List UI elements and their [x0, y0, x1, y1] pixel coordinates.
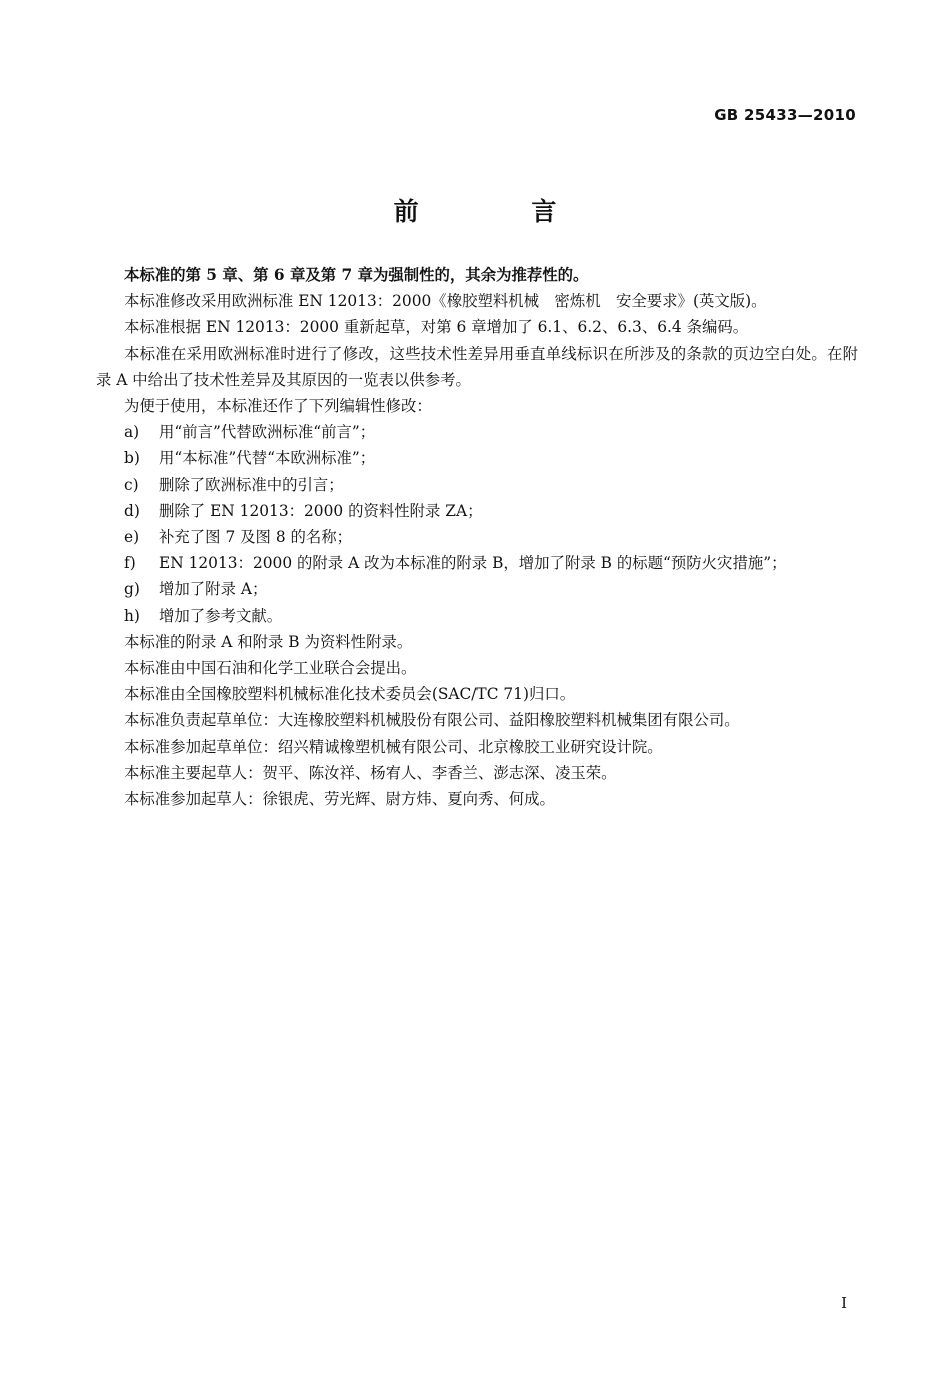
- paragraph-drafting-organizations: 本标准负责起草单位：大连橡胶塑料机械股份有限公司、益阳橡胶塑料机械集团有限公司。: [124, 711, 740, 730]
- paragraph-adoption: 本标准修改采用欧洲标准 EN 12013：2000《橡胶塑料机械 密炼机 安全要求》(英文版)。: [124, 292, 767, 311]
- list-item: [96, 550, 858, 576]
- paragraph-participating-organizations: 本标准参加起草单位：绍兴精诚橡塑机械有限公司、北京橡胶工业研究设计院。: [124, 737, 663, 756]
- page-title: 前 言: [393, 197, 609, 226]
- list-item-text: 删除了 EN 12013：2000 的资料性附录 ZA；: [159, 501, 483, 520]
- paragraph-mandatory-clauses: 本标准的第 5 章、第 6 章及第 7 章为强制性的，其余为推荐性的。: [124, 266, 589, 284]
- paragraph-participating-drafters: 本标准参加起草人：徐银虎、劳光辉、尉方炜、夏向秀、何成。: [124, 790, 555, 809]
- paragraph-editorial-intro: 为便于使用，本标准还作了下列编辑性修改：: [124, 397, 432, 416]
- list-item: [96, 472, 858, 498]
- list-item-text: 增加了参考文献。: [159, 606, 283, 625]
- list-marker: h): [124, 606, 140, 625]
- list-marker: f): [124, 554, 136, 573]
- foreword-body: [96, 262, 858, 812]
- list-marker: d): [124, 501, 140, 520]
- list-item-text: EN 12013：2000 的附录 A 改为本标准的附录 B，增加了附录 B 的标题“预防火灾措施”；: [159, 554, 787, 573]
- list-item: [96, 419, 858, 445]
- list-item: [96, 498, 858, 524]
- paragraph-main-drafters: 本标准主要起草人：贺平、陈汝祥、杨宥人、李香兰、澎志深、凌玉荣。: [124, 763, 617, 782]
- list-marker: e): [124, 528, 140, 547]
- list-item: [96, 603, 858, 629]
- list-item: [96, 576, 858, 602]
- list-marker: c): [124, 475, 139, 494]
- paragraph-under-jurisdiction: 本标准由全国橡胶塑料机械标准化技术委员会(SAC/TC 71)归口。: [124, 685, 576, 704]
- list-item-text: 删除了欧洲标准中的引言；: [159, 475, 344, 494]
- paragraph-proposed-by: 本标准由中国石油和化学工业联合会提出。: [124, 659, 417, 678]
- list-item-text: 补充了图 7 及图 8 的名称；: [159, 528, 353, 547]
- list-item-text: 用“本标准”代替“本欧洲标准”；: [159, 449, 376, 468]
- list-item: [96, 445, 858, 471]
- list-marker: b): [124, 449, 140, 468]
- list-item-text: 增加了附录 A；: [159, 580, 268, 599]
- list-item-text: 用“前言”代替欧洲标准“前言”；: [159, 423, 376, 442]
- paragraph-redrafting: 本标准根据 EN 12013：2000 重新起草，对第 6 章增加了 6.1、6.2、6.3、6.4 条编码。: [124, 318, 749, 337]
- paragraph-annexes: 本标准的附录 A 和附录 B 为资料性附录。: [124, 632, 413, 651]
- paragraph-technical-differences: 本标准在采用欧洲标准时进行了修改，这些技术性差异用垂直单线标识在所涉及的条款的页边空白处。在附录 A 中给出了技术性差异及其原因的一览表以供参考。: [96, 344, 858, 389]
- list-item: [96, 524, 858, 550]
- page-number: I: [841, 1294, 847, 1312]
- list-marker: g): [124, 580, 140, 599]
- standard-number: GB 25433—2010: [714, 106, 856, 124]
- list-marker: a): [124, 423, 140, 442]
